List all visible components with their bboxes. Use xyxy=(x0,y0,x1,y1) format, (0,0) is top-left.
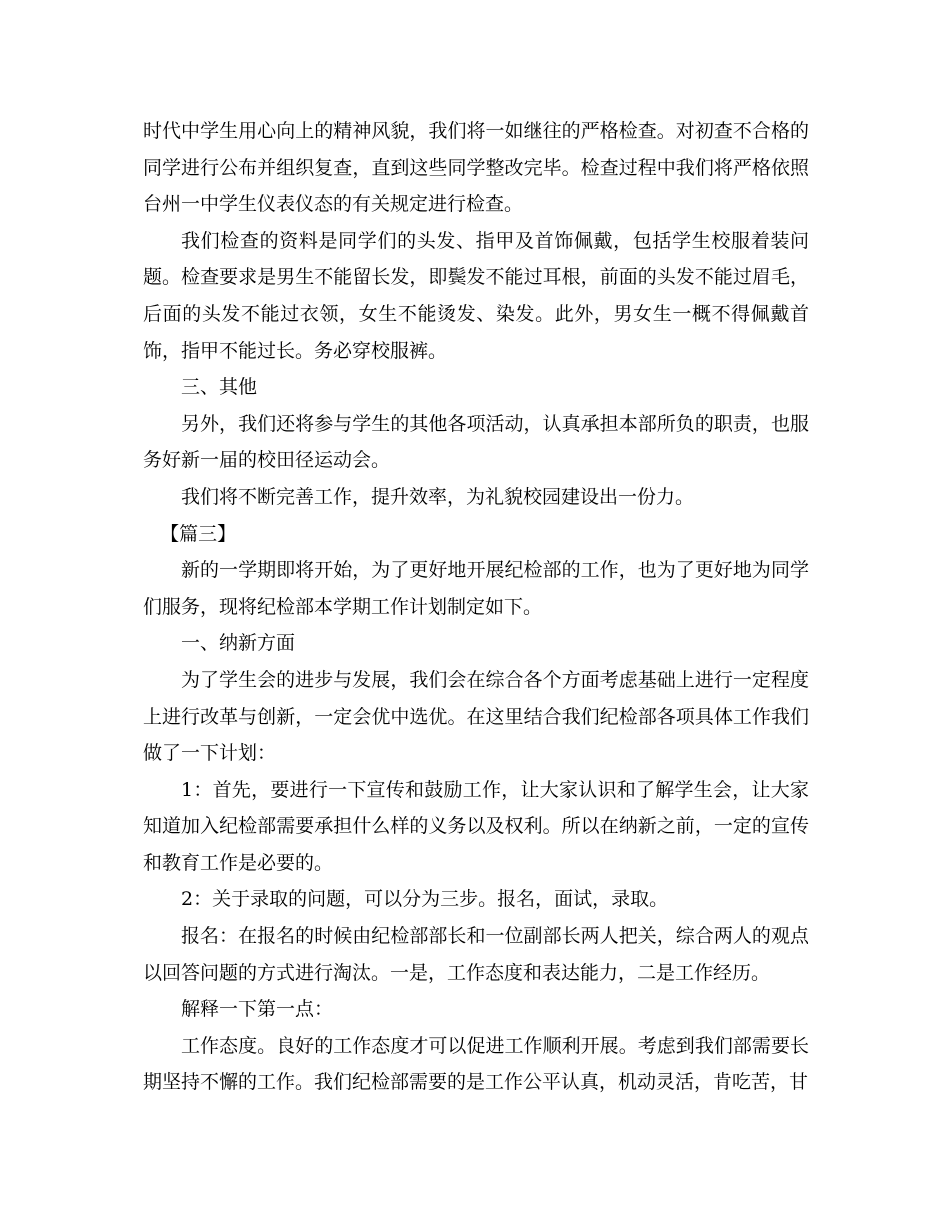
paragraph-registration: 报名：在报名的时候由纪检部部长和一位副部长两人把关，综合两人的观点以回答问题的方式进行淘汰。一是，工作态度和表达能力，二是工作经历。 xyxy=(143,925,809,984)
document-body xyxy=(143,113,809,1101)
section-heading-other: 三、其他 xyxy=(181,376,258,399)
section-heading-recruitment: 一、纳新方面 xyxy=(181,632,296,655)
paragraph-continuation: 时代中学生用心向上的精神风貌，我们将一如继往的严格检查。对初查不合格的同学进行公布并组织复查，直到这些同学整改完毕。检查过程中我们将严格依照台州一中学生仪表仪态的有关规定进行检查。 xyxy=(143,120,809,216)
paragraph-intro: 新的一学期即将开始，为了更好地开展纪检部的工作，也为了更好地为同学们服务，现将纪检部本学期工作计划制定如下。 xyxy=(143,559,809,618)
paragraph-explain-first: 解释一下第一点： xyxy=(181,998,334,1021)
paragraph-inspection-content: 我们检查的资料是同学们的头发、指甲及首饰佩戴，包括学生校服着装问题。检查要求是男生不能留长发，即鬓发不能过耳根，前面的头发不能过眉毛，后面的头发不能过衣领，女生不能烫发、染发。此外，男女生一概不得佩戴首饰，指甲不能过长。务必穿校服裤。 xyxy=(143,229,809,362)
paragraph-step-two: 2：关于录取的问题，可以分为三步。报名，面试，录取。 xyxy=(181,888,669,911)
paragraph-work-attitude: 工作态度。良好的工作态度才可以促进工作顺利开展。考虑到我们部需要长期坚持不懈的工作。我们纪检部需要的是工作公平认真，机动灵活，肯吃苦，甘 xyxy=(143,1034,809,1094)
paragraph-step-one: 1：首先，要进行一下宣传和鼓励工作，让大家认识和了解学生会，让大家知道加入纪检部需要承担什么样的义务以及权利。所以在纳新之前，一定的宣传和教育工作是必要的。 xyxy=(143,778,809,874)
paragraph-other-activities: 另外，我们还将参与学生的其他各项活动，认真承担本部所负的职责，也服务好新一届的校田径运动会。 xyxy=(143,412,809,472)
part-heading-three: 【篇三】 xyxy=(160,522,237,545)
paragraph-improve-work: 我们将不断完善工作，提升效率，为礼貌校园建设出一份力。 xyxy=(181,485,695,508)
paragraph-recruitment-plan: 为了学生会的进步与发展，我们会在综合各个方面考虑基础上进行一定程度上进行改革与创新，一定会优中选优。在这里结合我们纪检部各项具体工作我们做了一下计划： xyxy=(143,668,809,765)
